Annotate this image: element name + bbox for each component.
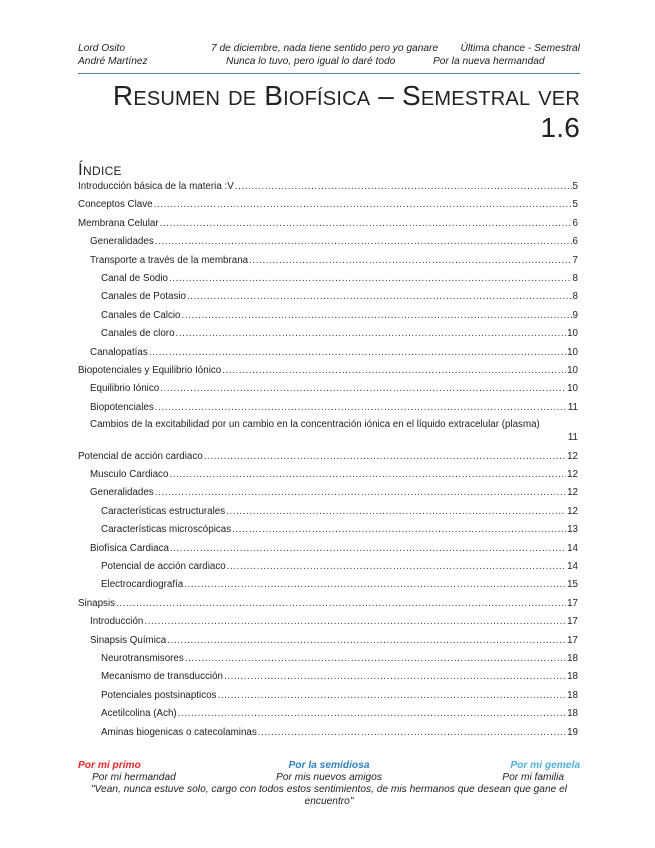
header-motto-2: Nunca lo tuvo, pero igual lo daré todo <box>226 56 396 67</box>
toc-entry-title: Membrana Celular <box>78 217 159 229</box>
toc-entry[interactable] <box>78 419 578 445</box>
toc-leader-dots <box>226 506 566 517</box>
toc-page-number: 6 <box>572 236 578 248</box>
footer-family: Por mi familia <box>502 772 564 783</box>
toc-leader-dots <box>227 561 566 572</box>
toc-entry[interactable] <box>78 309 578 321</box>
toc-leader-dots <box>154 199 572 210</box>
toc-leader-dots <box>235 181 572 192</box>
toc-entry-title: Mecanismo de transducción <box>101 671 223 683</box>
toc-page-number: 17 <box>567 634 578 646</box>
footer-dedications <box>78 760 580 772</box>
toc-entry-title: Biopotenciales y Equilibrio Iónico <box>78 365 222 376</box>
toc-page-number: 12 <box>567 487 578 499</box>
toc-entry-title: Sinapsis Química <box>90 634 167 646</box>
toc-entry[interactable] <box>78 327 578 339</box>
toc-page-number: 13 <box>567 524 578 536</box>
toc-entry[interactable] <box>78 652 578 664</box>
toc-entry[interactable] <box>78 597 578 609</box>
toc-entry-title: Biopotenciales <box>90 401 154 413</box>
dedication-demigoddess: Por la semidiosa <box>288 760 370 771</box>
toc-page-number: 7 <box>572 254 578 266</box>
dedication-cousin: Por mi primo <box>78 760 141 771</box>
header-row-2 <box>78 55 580 68</box>
toc-entry[interactable] <box>78 198 578 210</box>
toc-entry[interactable] <box>78 180 578 192</box>
toc-entry[interactable] <box>78 346 578 358</box>
header-divider <box>78 73 580 74</box>
toc-entry-title: Características estructurales <box>101 505 226 517</box>
toc-page-number: 15 <box>567 579 578 591</box>
toc-entry-title: Canalopatías <box>90 346 148 358</box>
toc-leader-dots <box>169 469 566 480</box>
footer-line-2 <box>78 772 580 784</box>
toc-leader-dots <box>217 690 566 701</box>
toc-page-number: 18 <box>567 708 578 720</box>
toc-page-number: 11 <box>567 401 578 413</box>
page-footer <box>78 760 580 808</box>
toc-entry-title: Potencial de acción cardiaco <box>78 450 203 462</box>
toc-entry-title: Canal de Sodio <box>101 273 168 284</box>
toc-entry[interactable] <box>78 254 578 266</box>
toc-leader-dots <box>258 727 566 738</box>
toc-entry[interactable] <box>78 382 578 394</box>
toc-leader-dots <box>222 365 566 376</box>
footer-new-friends: Por mis nuevos amigos <box>276 772 382 783</box>
toc-page-number: 17 <box>567 616 578 628</box>
toc-page-number: 17 <box>567 597 578 609</box>
toc-entry-title: Electrocardiografía <box>101 579 184 591</box>
toc-leader-dots <box>187 291 572 302</box>
toc-page-number: 9 <box>572 309 578 321</box>
toc-page-number: 12 <box>567 505 578 517</box>
toc-entry[interactable] <box>78 364 578 376</box>
title-version: 1.6 <box>540 112 580 143</box>
toc-entry[interactable] <box>78 542 578 554</box>
toc-page-number: 14 <box>567 542 578 554</box>
toc-leader-dots <box>144 616 566 627</box>
toc-page-number: 6 <box>572 217 578 229</box>
toc-page-number: 11 <box>567 432 578 444</box>
toc-entry[interactable] <box>78 726 578 738</box>
toc-leader-dots <box>160 218 572 229</box>
toc-entry-title: Neurotransmisores <box>101 653 184 664</box>
toc-entry-title: Cambios de la excitabilidad por un cambio en la concentración iónica en el líquido extracelular (plasma) <box>90 419 540 431</box>
toc-entry[interactable] <box>78 450 578 462</box>
toc-leader-dots <box>170 543 566 554</box>
toc-entry[interactable] <box>78 578 578 590</box>
toc-leader-dots <box>178 708 566 719</box>
toc-entry[interactable] <box>78 468 578 480</box>
toc-leader-dots <box>169 273 572 284</box>
toc-page-number: 5 <box>572 199 578 211</box>
toc-leader-dots <box>155 402 567 413</box>
header-author-alias: Lord Osito <box>78 43 125 54</box>
toc-page-number: 10 <box>567 346 578 358</box>
toc-entry[interactable] <box>78 272 578 284</box>
toc-entry-title: Canales de Potasio <box>101 291 186 303</box>
toc-leader-dots <box>155 236 572 247</box>
toc-leader-dots <box>249 255 571 266</box>
toc-leader-dots <box>155 487 566 498</box>
toc-leader-dots <box>184 579 566 590</box>
toc-leader-dots <box>176 328 567 339</box>
toc-page-number: 12 <box>567 450 578 462</box>
toc-entry[interactable] <box>78 290 578 302</box>
toc-page-number: 10 <box>567 365 578 376</box>
toc-entry-title: Equilibrio Iónico <box>90 383 160 395</box>
toc-page-number: 8 <box>572 291 578 303</box>
header-author-name: André Martínez <box>78 56 148 67</box>
toc-entry[interactable] <box>78 486 578 498</box>
toc-leader-dots <box>224 671 566 682</box>
toc-leader-dots <box>204 451 566 462</box>
title-main: Resumen de Biofísica – Semestral ver <box>112 80 580 111</box>
toc-page-number: 18 <box>567 689 578 701</box>
toc-page-number: 5 <box>572 181 578 192</box>
toc-leader-dots <box>160 383 566 394</box>
toc-entry[interactable] <box>78 401 578 413</box>
toc-page-number: 14 <box>567 561 578 572</box>
header-row-1 <box>78 42 580 55</box>
toc-leader-dots <box>149 347 566 358</box>
toc-entry-title: Canales de Calcio <box>101 309 181 321</box>
toc-page-number: 10 <box>567 383 578 395</box>
toc-heading: Índice <box>78 160 122 179</box>
toc-entry[interactable] <box>78 560 578 572</box>
toc-page-number: 12 <box>567 469 578 480</box>
document-title <box>78 80 580 144</box>
dedication-twin: Por mi gemela <box>510 760 580 771</box>
toc-entry[interactable] <box>78 670 578 682</box>
toc-entry-title: Características microscópicas <box>101 524 232 536</box>
toc-page-number: 19 <box>567 726 578 738</box>
toc-entry-title: Conceptos Clave <box>78 199 153 211</box>
header-date-motto: 7 de diciembre, nada tiene sentido pero yo ganare <box>211 43 439 54</box>
toc-entry[interactable] <box>78 505 578 517</box>
toc-page-number: 18 <box>567 671 578 683</box>
toc-leader-dots <box>167 635 566 646</box>
toc-entry[interactable] <box>78 707 578 719</box>
toc-entry-title: Aminas biogenicas o catecolaminas <box>101 726 257 738</box>
footer-quote: "Vean, nunca estuve solo, cargo con todos estos sentimientos, de mis hermanos que desean que gane el encuentro" <box>90 784 568 807</box>
toc-entry-title: Potencial de acción cardiaco <box>101 561 226 572</box>
toc-entry[interactable] <box>78 615 578 627</box>
page-header <box>78 42 580 68</box>
toc-entry[interactable] <box>78 523 578 535</box>
toc-entry-title: Musculo Cardiaco <box>90 469 169 480</box>
toc-entry-title: Generalidades <box>90 487 154 499</box>
header-brotherhood: Por la nueva hermandad <box>433 56 545 67</box>
toc-entry-title: Generalidades <box>90 236 154 248</box>
toc-entry-title: Sinapsis <box>78 597 116 609</box>
toc-entry-title: Potenciales postsinapticos <box>101 689 217 701</box>
toc-entry[interactable] <box>78 235 578 247</box>
toc-page-number: 8 <box>572 273 578 284</box>
toc-leader-dots <box>182 310 572 321</box>
toc-entry-title: Acetilcolina (Ach) <box>101 708 177 720</box>
toc-leader-dots <box>185 653 566 664</box>
toc-leader-dots <box>232 524 566 535</box>
toc-entry[interactable] <box>78 634 578 646</box>
toc-leader-dots <box>116 598 566 609</box>
toc-entry-title: Canales de cloro <box>101 328 175 340</box>
toc-entry-title: Introducción <box>90 616 144 628</box>
toc-entry[interactable] <box>78 689 578 701</box>
toc-entry-title: Biofísica Cardiaca <box>90 542 169 554</box>
toc-page-number: 18 <box>567 653 578 664</box>
toc-entry-title: Introducción básica de la materia :V <box>78 181 234 192</box>
toc-page-number: 10 <box>567 328 578 340</box>
header-last-chance: Última chance - Semestral <box>460 43 580 54</box>
toc-entry-title: Transporte a través de la membrana <box>90 254 249 266</box>
footer-brotherhood: Por mi hermandad <box>92 772 176 783</box>
toc-entry[interactable] <box>78 217 578 229</box>
